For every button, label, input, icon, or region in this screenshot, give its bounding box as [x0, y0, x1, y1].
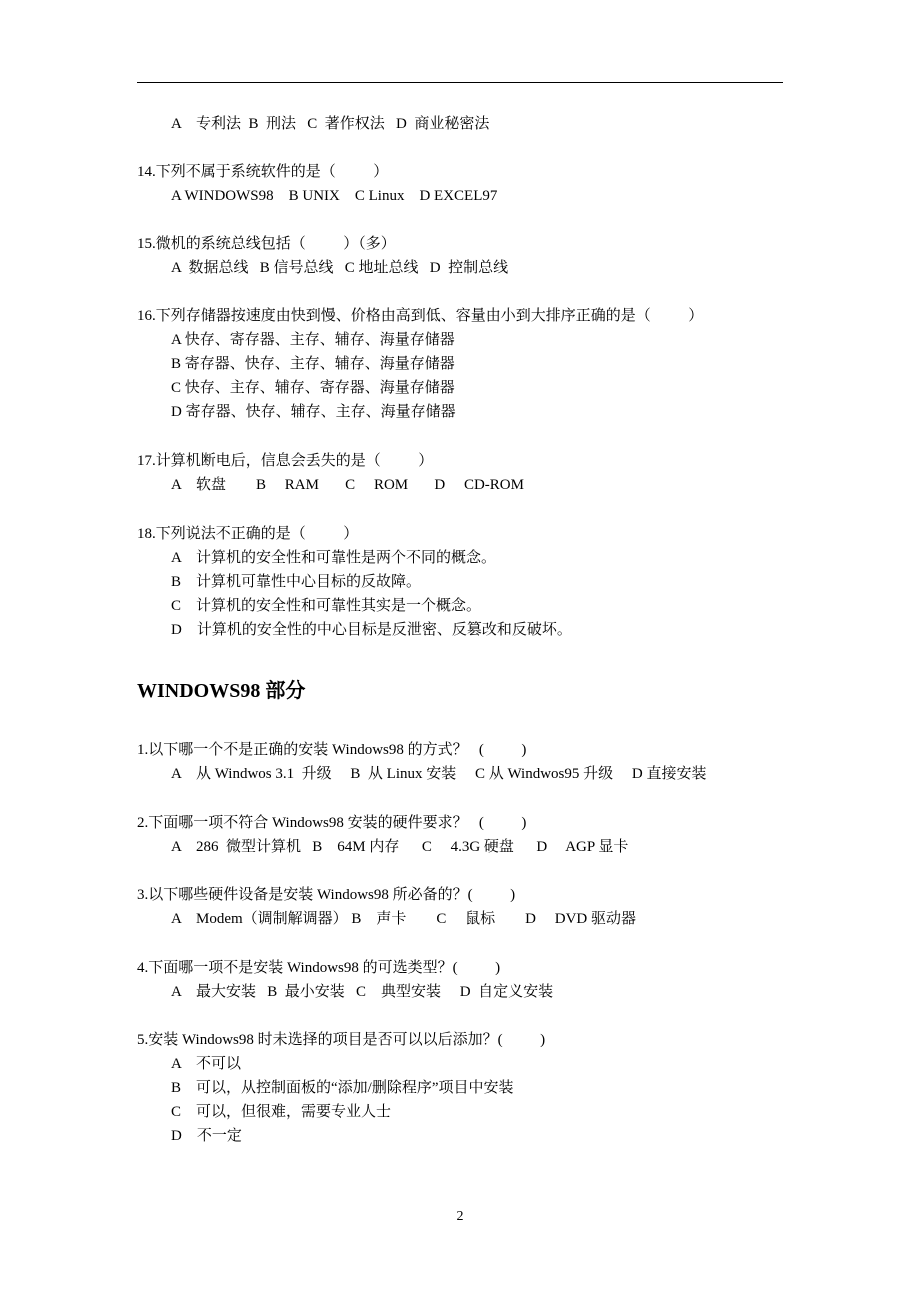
win-q4-options: A 最大安装 B 最小安装 C 典型安装 D 自定义安装	[171, 984, 554, 1000]
q18-option-b: B 计算机可靠性中心目标的反故障。	[171, 574, 422, 590]
q15-stem: 15.微机的系统总线包括（ ）（多）	[137, 236, 396, 252]
q15-options: A 数据总线 B 信号总线 C 地址总线 D 控制总线	[171, 260, 509, 276]
q14-stem: 14.下列不属于系统软件的是（ ）	[137, 164, 389, 180]
q16-option-a: A 快存、寄存器、主存、辅存、海量存储器	[171, 332, 455, 348]
win-q1-stem: 1.以下哪一个不是正确的安装 Windows98 的方式？ ( )	[137, 742, 527, 758]
section-title: WINDOWS98 部分	[137, 680, 306, 702]
q16-option-c: C 快存、主存、辅存、寄存器、海量存储器	[171, 380, 455, 396]
win-q5-option-d: D 不一定	[171, 1128, 242, 1144]
q13-options: A 专利法 B 刑法 C 著作权法 D 商业秘密法	[171, 116, 490, 132]
win-q5-option-b: B 可以，从控制面板的“添加/删除程序”项目中安装	[171, 1080, 514, 1096]
q18-option-d: D 计算机的安全性的中心目标是反泄密、反篡改和反破坏。	[171, 622, 572, 638]
win-q2-options: A 286 微型计算机 B 64M 内存 C 4.3G 硬盘 D AGP 显卡	[171, 839, 629, 855]
win-q4-stem: 4.下面哪一项不是安装 Windows98 的可选类型？( )	[137, 960, 501, 976]
win-q1-options: A 从 Windwos 3.1 升级 B 从 Linux 安装 C 从 Windwos95 升级 D 直接安装	[171, 766, 707, 782]
q17-stem: 17.计算机断电后，信息会丢失的是（ ）	[137, 453, 434, 469]
win-q3-options: A Modem（调制解调器） B 声卡 C 鼠标 D DVD 驱动器	[171, 911, 637, 927]
q16-option-d: D 寄存器、快存、辅存、主存、海量存储器	[171, 404, 456, 420]
win-q5-option-a: A 不可以	[171, 1056, 242, 1072]
header-rule	[137, 82, 783, 83]
win-q5-stem: 5.安装 Windows98 时未选择的项目是否可以以后添加？( )	[137, 1032, 546, 1048]
q18-stem: 18.下列说法不正确的是（ ）	[137, 526, 359, 542]
q17-options: A 软盘 B RAM C ROM D CD-ROM	[171, 477, 524, 493]
win-q2-stem: 2.下面哪一项不符合 Windows98 安装的硬件要求？ ( )	[137, 815, 527, 831]
win-q3-stem: 3.以下哪些硬件设备是安装 Windows98 所必备的？( )	[137, 887, 516, 903]
q14-options: A WINDOWS98 B UNIX C Linux D EXCEL97	[171, 188, 498, 204]
q16-option-b: B 寄存器、快存、主存、辅存、海量存储器	[171, 356, 455, 372]
q16-stem: 16.下列存储器按速度由快到慢、价格由高到低、容量由小到大排序正确的是（ ）	[137, 308, 704, 324]
q18-option-c: C 计算机的安全性和可靠性其实是一个概念。	[171, 598, 482, 614]
win-q5-option-c: C 可以，但很难，需要专业人士	[171, 1104, 392, 1120]
q18-option-a: A 计算机的安全性和可靠性是两个不同的概念。	[171, 550, 497, 566]
page-number: 2	[456, 1209, 464, 1224]
